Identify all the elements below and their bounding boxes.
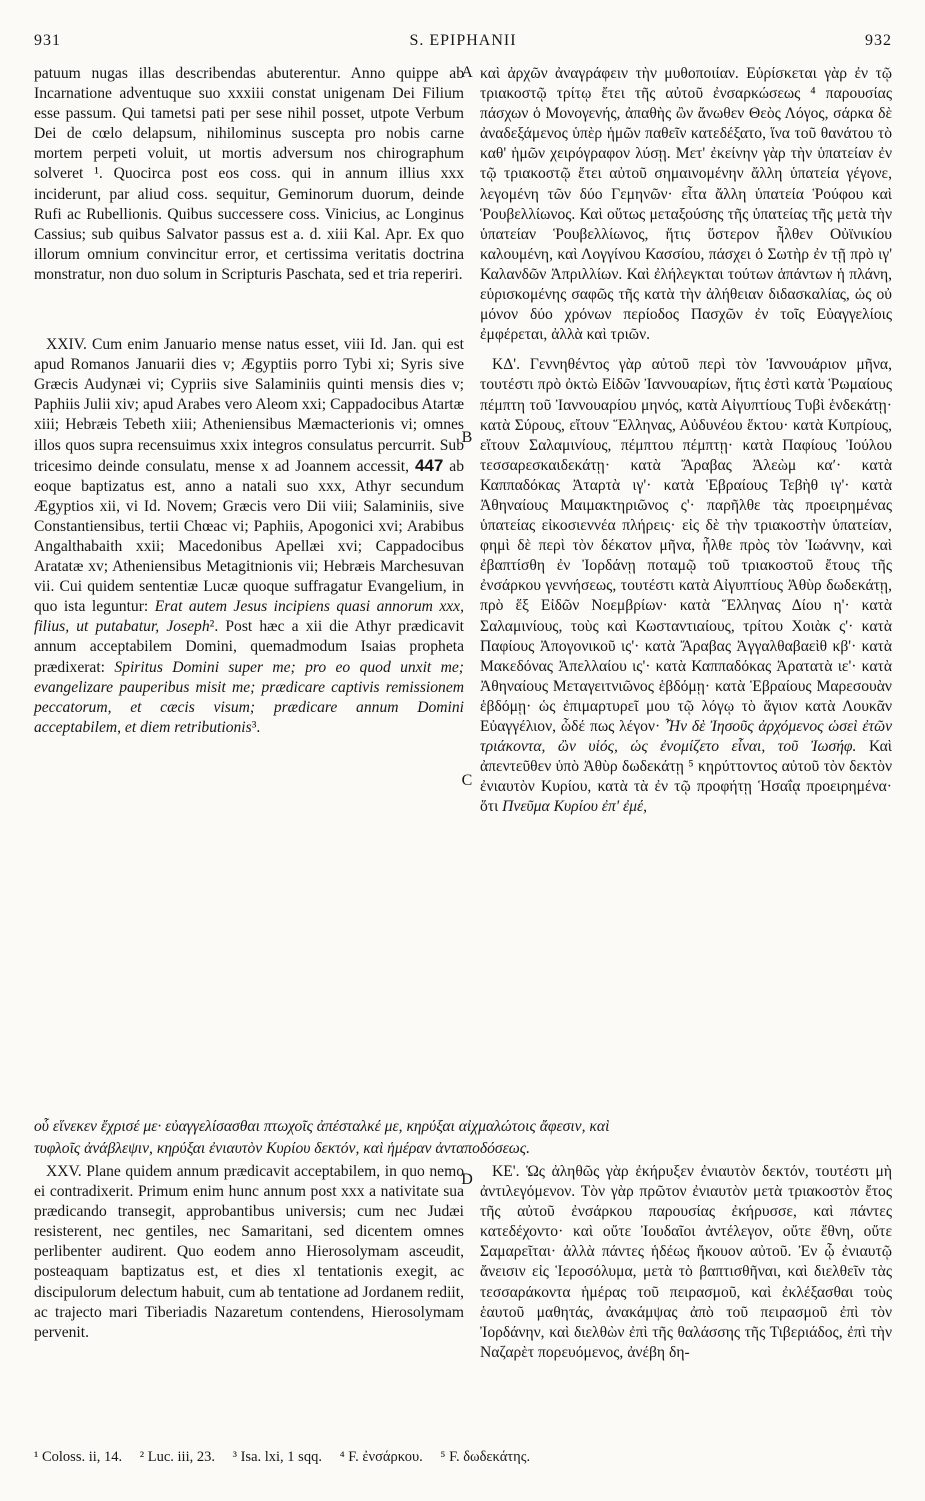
greek-quote-line-2: τυφλοῖς ἀνάβλεψιν, κηρύξαι ἐνιαυτὸν Κυρίου δεκτόν, καὶ ἡμέραν ἀνταποδόσεως.	[34, 1140, 530, 1157]
greek-quote-isaiah: Πνεῦμα Κυρίου ἐπ' ἐμέ,	[502, 798, 648, 816]
running-header	[34, 32, 892, 56]
greek-column-upper	[480, 64, 892, 817]
margin-letter-b: B	[461, 429, 473, 446]
footnote-1: ¹ Coloss. ii, 14.	[34, 1449, 123, 1465]
margin-letter-d: D	[461, 1171, 473, 1188]
latin-xxiv-text-d: ³.	[251, 718, 261, 736]
greek-quote-luke: Ἦν δὲ Ἰησοῦς ἀρχόμενος ὡσεὶ ἐτῶν τριάκοντα, ὢν υἱός, ὡς ἐνομίζετο εἶναι, τοῦ Ἰωσήφ.	[480, 718, 892, 756]
greek-kd-text-a: ΚΔ'. Γεννηθέντος γὰρ αὐτοῦ περὶ τὸν Ἰαννουάριον μῆνα, τουτέστι πρὸ ὀκτὼ Εἰδῶν Ἰαννουαρίων, ἥτις ἐστὶ κατὰ Ῥωμαίους πέμπτη τοῦ Ἰαννουαρίου μηνός, κατὰ Αἰγυπτίους Τυβὶ ἑνδεκάτῃ· κατὰ Σύρους, εἴτουν Ἕλληνας, Αὐδυνέου ἕκτου· κατὰ Κυπρίους, εἴτουν Σαλαμινίους, πέμπτου πέμπτῃ· κατὰ Παφίους Ἰούλου τεσσαρεσκαιδεκάτῃ· κατὰ Ἄραβας Ἀλεὼμ καʹ· κατὰ Καππαδόκας Ἀταρτὰ ιγ'· κατὰ Ἑβραίους Τεβὴθ ιγ'· κατὰ Ἀθηναίους Μαιμακτηριῶνος ς'· παρῆλθε τὰς προειρημένας ὑπατείας εἰκοσιεννέα πλήρεις· εἰς δὲ τὴν τριακοστὴν ὑπατείαν, φημὶ δὲ περὶ τὸν δέκατον μῆνα, ἦλθε πρὸς τὸν Ἰωάννην, καὶ ἐβαπτίσθη ἐν Ἰορδάνῃ ποταμῷ τοῦ τριακοστοῦ ἔτους τῆς ἐνσάρκου γεννήσεως, τουτέστι κατὰ Αἰγυπτίους Ἀθὺρ δωδεκάτῃ, πρὸ ἕξ Εἰδῶν Νοεμβρίων· κατὰ Ἕλληνας Δίου η'· κατὰ Σαλαμινίους, τοὺς καὶ Κωσταντιαίους, τρίτου Χοιὰκ ς'· κατὰ Παφίους Ἀπογονικοῦ ις'· κατὰ Ἄραβας Ἀγγαλθαβαεὶθ κβ'· κατὰ Μακεδόνας Ἀπελλαίου ις'· κατὰ Καππαδόκας Ἀρατατὰ ιε'· κατὰ Ἀθηναίους Μεταγειτνιῶνος ἑβδόμῃ· κατὰ Ἑβραίους Μαρεσουὰν ἑβδόμῃ· ὡς ἐπιμαρτυρεῖ μου τῷ λόγῳ τὸ ἅγιον κατὰ Λουκᾶν Εὐαγγέλιον, ὧδέ πως λέγον·	[480, 356, 892, 735]
footnotes	[34, 1449, 892, 1466]
latin-xxiv-text-c: ². Post hæc a xii die Athyr prædicavit annum acceptabilem Domini, quemadmodum Isaias propheta prædixerat:	[34, 618, 464, 676]
latin-xxiv-text-b: ab eoque baptizatus est, anno a natali suo xxx, Athyr secundum Ægyptios xii, vi Id. Novem; Græcis vero Dii viii; Salaminiis, sive Constantiensibus, tertii Chœac vi; Paphiis, Apogonici xvi; Arabibus Angalthabaith xxii; Macedonibus Apellæi xvi; Cappadocibus Aratatæ xv; Atheniensibus Metagitnionis vii; Hebræis Marchesuvan vii. Cui quidem sententiæ Lucæ quoque suffragatur Evangelium, in quo ista leguntur:	[34, 457, 465, 616]
margin-letter-a: A	[461, 64, 473, 81]
footnote-4: ⁴ F. ἐνσάρκου.	[339, 1449, 423, 1465]
greek-quote-line-1: οὗ εἵνεκεν ἔχρισέ με· εὐαγγελίσασθαι πτωχοῖς ἀπέσταλκέ με, κηρύξαι αἰχμαλώτοις ἄφεσιν, καὶ	[34, 1118, 610, 1135]
latin-xxiv-text-a: XXIV. Cum enim Januario mense natus esset, viii Id. Jan. qui est apud Romanos Januarii dies v; Ægyptiis porro Tybi xi; Syris sive Græcis Audynæi vi; Cypriis sive Salaminiis quinti mensis dies v; Paphiis Julii xiv; apud Arabes vero Aleom xxi; Cappadocibus Atartæ xiii; Hebræis Tebeth xiii; Atheniensibus Mæmacterionis vi; omnes illos quos supra recensuimus xxix integros consulatus percurrit. Sub tricesimo deinde consulatu, mense x ad Joannem accessit,	[34, 336, 464, 475]
margin-letter-c: C	[461, 772, 473, 789]
footnote-3: ³ Isa. lxi, 1 sqq.	[232, 1449, 322, 1465]
page-number-left: 931	[34, 32, 61, 49]
latin-paragraph-xxv: XXV. Plane quidem annum prædicavit acceptabilem, in quo nemo ei contradixerit. Primum enim hunc annum post xxx a nativitate sua prædicando transegit, approbantibus universis; cum nec Judæi resisterent, nec gentiles, nec Samaritani, sed dicentem omnes perlibenter audirent. Quo eodem anno Hierosolymam asceudit, posteaquam baptizatus est, et dies xl tentationis exegit, ac discipulorum delectum habuit, cum ab tentatione ad Jordanem rediit, ac trajecto mari Tiberiadis Nazaretum contendens, Hierosolymam pervenit.	[34, 1163, 464, 1341]
greek-paragraph-ke: ΚΕ'. Ὡς ἀληθῶς γὰρ ἐκήρυξεν ἐνιαυτὸν δεκτόν, τουτέστι μὴ ἀντιλεγόμενον. Τὸν γὰρ πρῶτον ἐνιαυτὸν μετὰ τριακοστὸν ἔτος τῆς αὐτοῦ ἐνσάρκου παρουσίας ἐκήρυσσε, καὶ πάντες κατεδέχοντο· καὶ οὔτε Ἰουδαῖοι ἀντέλεγον, οὔτε ἔθνη, οὔτε Σαμαρεῖται· ἀλλὰ πάντες ἡδέως ἤκουον αὐτοῦ. Ἐν ᾧ ἐνιαυτῷ ἄνεισιν εἰς Ἱεροσόλυμα, μετὰ τὸ βαπτισθῆναι, καὶ διελθεῖν τὰς τεσσαράκοντα ἡμέρας τοῦ πειρασμοῦ, καὶ ἐκλέξασθαι τοὺς ἑαυτοῦ μαθητάς, ἀνακάμψας ἀπὸ τοῦ πειρασμοῦ ἐπὶ τὸν Ἰορδάνην, καὶ διελθὼν ἐπὶ τῆς θαλάσσης τῆς Τιβεριάδος, ἐπὶ τὴν Ναζαρὲτ πορευόμενος, ἀνέβη δη-	[480, 1163, 892, 1361]
latin-column-upper	[34, 64, 464, 738]
page-number-marker: 447	[414, 455, 444, 475]
greek-paragraph-kd	[480, 355, 892, 817]
latin-column-lower	[34, 1162, 464, 1343]
greek-column-lower	[480, 1162, 892, 1363]
latin-quote-luke: Erat autem Jesus incipiens quasi annorum xxx, filius, ut putabatur, Joseph	[34, 598, 464, 636]
latin-quote-isaiah: Spiritus Domini super me; pro eo quod unxit me; evangelizare pauperibus misit me; prædicare captivis remissionem peccatorum, et cæcis visum; prædicare annum Domini acceptabilem, et diem retributionis	[34, 658, 464, 736]
latin-paragraph-1: patuum nugas illas describendas abuterentur. Anno quippe ab Incarnatione adventuque suo xxxiii constat unigenam Dei Filium esse passum. Qui tametsi pati per sese nihil posset, utpote Verbum Dei de cœlo delapsum, nihilominus suscepta pro nobis carne mortem perpeti voluit, ut mortis adversum nos chirographum solveret ¹. Quocirca post eos coss. qui in annum illius xxx inciderunt, par aliud coss. sequitur, Geminorum duorum, deinde Rufi ac Rubellionis. Quibus successere coss. Vinicius, ac Longinus Cassius; sub quibus Salvator passus est a. d. xiii Kal. Apr. Ex quo illorum omnium convincitur error, et certissima veritatis doctrina monstratur, non duo solum in Scripturis Paschata, sed et tria reperiri.	[34, 65, 464, 283]
running-title: S. EPIPHANII	[409, 32, 517, 49]
latin-paragraph-xxiv	[34, 335, 464, 738]
footnote-5: ⁵ F. δωδεκάτης.	[440, 1449, 531, 1465]
greek-kd-text-b: Καὶ ἀπεντεῦθεν ὑπὸ Ἀθὺρ δωδεκάτῃ ⁵ κηρύττοντος αὐτοῦ τὸν δεκτὸν ἐνιαυτὸν Κυρίου, κατὰ τὰ ἐν τῷ προφήτῃ Ἡσαΐᾳ προειρημένα· ὅτι	[480, 738, 892, 816]
greek-paragraph-1: καὶ ἀρχῶν ἀναγράφειν τὴν μυθοποιίαν. Εὑρίσκεται γὰρ ἐν τῷ τριακοστῷ τρίτῳ ἔτει τῆς αὐτοῦ ἐνσαρκώσεως ⁴ παρουσίας πάσχων ὁ Μονογενής, ἀπαθὴς ὢν ἄνωθεν Θεὸς Λόγος, σάρκα δὲ ἀναδεξάμενος ὑπὲρ ἡμῶν παθεῖν κατεδέξατο, ἵνα τοῦ θανάτου τὸ καθ' ἡμῶν χειρόγραφον λύσῃ. Μετ' ἐκείνην γὰρ τὴν ὑπατείαν ἐν τῷ τριακοστῷ ἔτει αὐτοῦ σημαινομένην ἄλλη ὑπατεία γέγονε, λεγομένη τῶν δύο Γεμηνῶν· εἶτα ἄλλη ὑπατεία Ῥούφου καὶ Ῥουβελλίωνος. Καὶ οὕτως μεταξούσης τῆς ὑπατείας τῆς μετὰ τὴν ὑπατείαν Ῥουβελλίωνος, ἥτις ὕστερον ἦλθεν Οὐϊνικίου καλουμένη, καὶ Λογγίνου Κασσίου, πάσχει ὁ Σωτὴρ ἐν τῇ πρὸ ιγ' Καλανδῶν Ἀπριλλίων. Καὶ ἐλήλεγκται τούτων ἁπάντων ἡ πλάνη, εὑρισκομένης σαφῶς τῆς κατὰ τὴν ἀλήθειαν διδασκαλίας, ὡς οὐ μόνον δύο χρόνων περίοδος Πασχῶν ἐν τοῖς Εὐαγγελίοις ἐμφέρεται, ἀλλὰ καὶ τριῶν.	[480, 65, 892, 344]
page-number-right: 932	[865, 32, 892, 49]
footnote-2: ² Luc. iii, 23.	[139, 1449, 215, 1465]
